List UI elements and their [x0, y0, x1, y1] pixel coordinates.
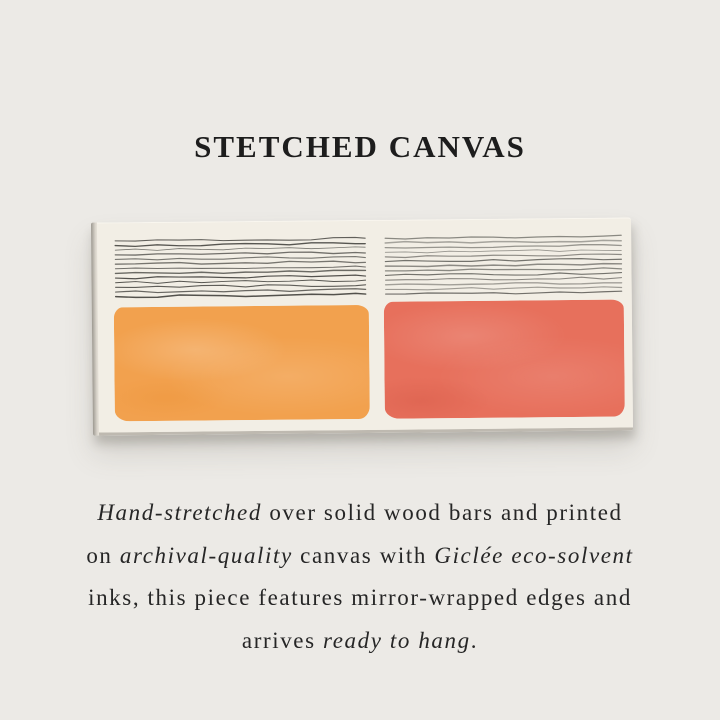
description-line: on archival-quality canvas with Giclée eco-solvent [86, 542, 634, 568]
artwork-panel-right [383, 233, 625, 418]
description-line: Hand-stretched over solid wood bars and printed [97, 500, 623, 525]
canvas-mockup [91, 217, 633, 435]
description-line: inks, this piece features mirror-wrapped edges and [88, 585, 632, 610]
orange-paint-block [114, 305, 370, 421]
description-line: arrives ready to hang. [241, 627, 479, 653]
scribble-lines-left-icon [113, 236, 368, 300]
scribble-lines-right-icon [383, 233, 624, 297]
description-text [30, 492, 690, 662]
headline: STETCHED CANVAS [194, 129, 526, 164]
artwork-panel-left [113, 236, 369, 421]
coral-paint-block [383, 299, 624, 418]
canvas-face [97, 217, 633, 435]
